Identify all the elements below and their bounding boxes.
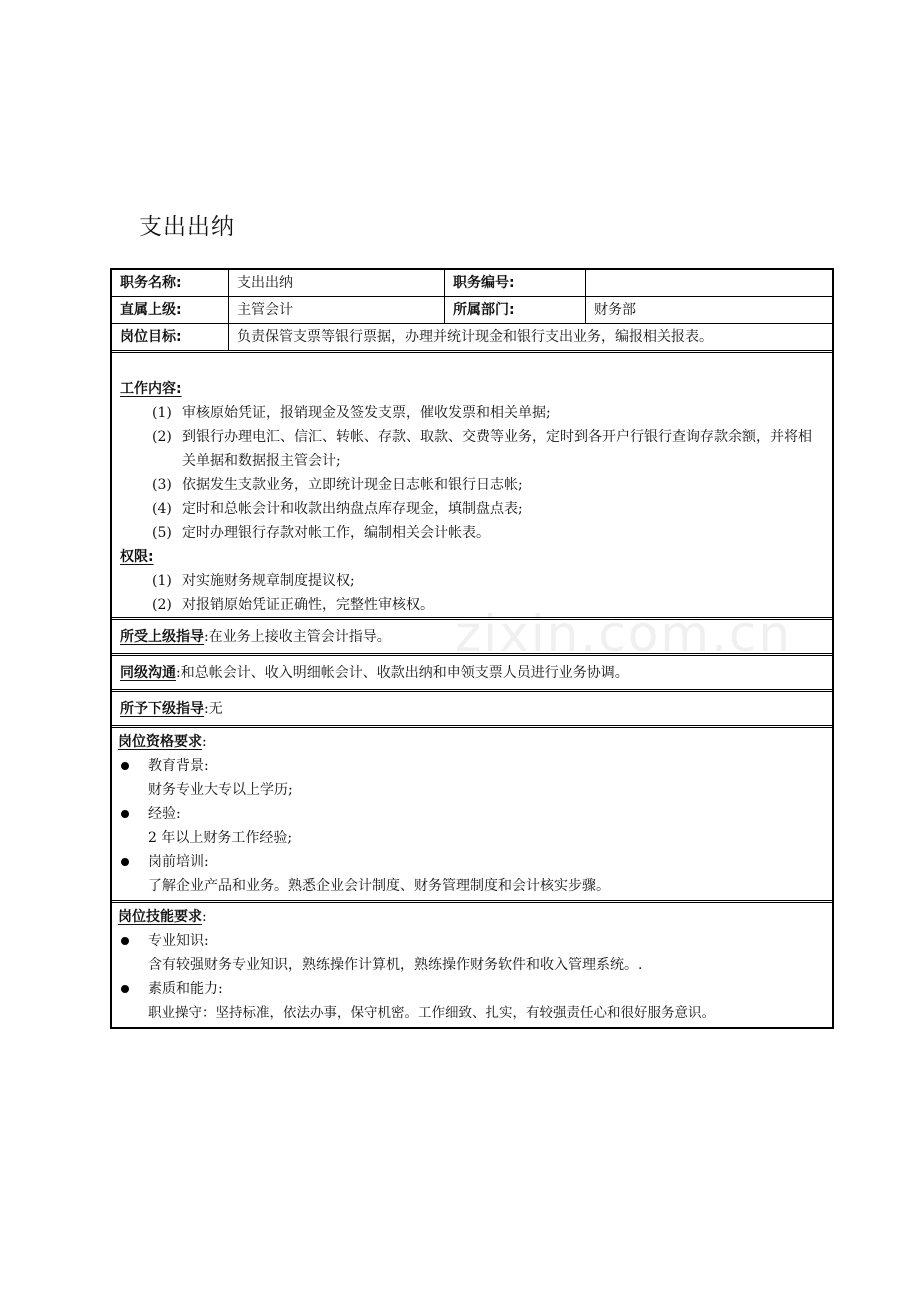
colon: : [176, 664, 181, 681]
department-value: 财务部 [594, 302, 636, 318]
authority-item [120, 569, 824, 593]
row-guidance-to-subordinate [112, 692, 832, 728]
department-label: 所属部门: [445, 297, 586, 323]
guidance-superior-cell [112, 620, 832, 653]
supervisor-label: 直属上级: [112, 297, 229, 323]
row-goal [112, 324, 832, 353]
guidance-superior-label: 所受上级指导 [120, 628, 204, 645]
work-item-num: (4) [152, 501, 172, 517]
authority-item-text: 对报销原始凭证正确性，完整性审核权。 [182, 597, 434, 613]
peer-communication-cell [112, 656, 832, 689]
goal-label: 岗位目标: [112, 324, 229, 350]
work-item-num: (2) [152, 429, 172, 445]
qualification-item-detail: 财务专业大专以上学历; [148, 782, 293, 798]
work-item [120, 401, 824, 425]
work-item-text: 到银行办理电汇、信汇、转帐、存款、取款、交费等业务，定时到各开户行银行查询存款余额，并将相关单据和数据报主管会计; [182, 429, 812, 469]
bullet-icon [118, 850, 148, 874]
row-peer-communication [112, 656, 832, 692]
work-section [112, 353, 832, 617]
row-work-content [112, 353, 832, 620]
work-item-text: 审核原始凭证，报销现金及签发支票，催收发票和相关单据; [182, 405, 551, 421]
row-qualification [112, 728, 832, 903]
qualification-item-detail: 2 年以上财务工作经验; [148, 830, 293, 846]
skills-title: 岗位技能要求 [118, 909, 202, 925]
qualification-title: 岗位资格要求 [118, 734, 202, 750]
qualification-item [118, 850, 824, 874]
skills-item [118, 929, 824, 953]
qualification-item [118, 802, 824, 826]
qualification-item-detail: 了解企业产品和业务。熟悉企业会计制度、财务管理制度和会计核实步骤。 [148, 878, 610, 894]
work-item-text: 依据发生支款业务，立即统计现金日志帐和银行日志帐; [182, 477, 523, 493]
skills-section [112, 903, 832, 1027]
colon: : [204, 700, 209, 717]
job-name-value: 支出出纳 [229, 270, 445, 296]
guidance-superior-text: 在业务上接收主管会计指导。 [208, 628, 391, 645]
qualification-item-label: 教育背景: [148, 758, 209, 774]
skills-item-label: 素质和能力: [148, 981, 223, 997]
skills-item-label: 专业知识: [148, 933, 209, 949]
colon: : [202, 909, 207, 925]
qualification-section [112, 728, 832, 900]
job-code-value [586, 270, 832, 296]
bullet-icon [118, 929, 148, 953]
work-item [120, 473, 824, 497]
authority-item-num: (1) [152, 573, 172, 589]
goal-value: 负责保管支票等银行票据，办理并统计现金和银行支出业务，编报相关报表。 [237, 329, 713, 345]
peer-communication-text: 和总帐会计、收入明细帐会计、收款出纳和申领支票人员进行业务协调。 [180, 664, 629, 681]
skills-item [118, 977, 824, 1001]
guidance-subordinate-cell [112, 692, 832, 725]
qualification-item-label: 岗前培训: [148, 854, 209, 870]
work-item-num: (5) [152, 525, 172, 541]
bullet-icon [118, 802, 148, 826]
qualification-item-label: 经验: [148, 806, 181, 822]
authority-item-num: (2) [152, 597, 172, 613]
colon: : [204, 628, 209, 645]
row-guidance-from-superior [112, 620, 832, 656]
work-title: 工作内容: [120, 381, 182, 397]
document-title: 支出出纳 [139, 214, 235, 240]
row-job-name [112, 270, 832, 297]
job-code-label: 职务编号: [445, 270, 586, 296]
work-item [120, 425, 824, 473]
colon: : [202, 734, 207, 750]
guidance-subordinate-text: 无 [208, 700, 223, 717]
work-item-num: (1) [152, 405, 172, 421]
work-item [120, 521, 824, 545]
peer-communication-label: 同级沟通 [120, 664, 176, 681]
authority-item-text: 对实施财务规章制度提议权; [182, 573, 355, 589]
supervisor-value: 主管会计 [229, 297, 445, 323]
skills-item-detail: 含有较强财务专业知识，熟练操作计算机，熟练操作财务软件和收入管理系统。. [148, 957, 643, 973]
authority-title: 权限: [120, 549, 154, 565]
job-name-label: 职务名称: [112, 270, 229, 296]
work-item-text: 定时和总帐会计和收款出纳盘点库存现金，填制盘点表; [182, 501, 523, 517]
authority-item [120, 593, 824, 617]
work-item [120, 497, 824, 521]
work-item-text: 定时办理银行存款对帐工作，编制相关会计帐表。 [182, 525, 490, 541]
job-description-table [110, 268, 834, 1029]
watermark: zixin.com.cn [455, 605, 793, 663]
qualification-item [118, 754, 824, 778]
skills-item-detail: 职业操守：坚持标准，依法办事，保守机密。工作细致、扎实，有较强责任心和很好服务意识。 [148, 1005, 715, 1021]
bullet-icon [118, 754, 148, 778]
row-skills [112, 903, 832, 1027]
guidance-subordinate-label: 所予下级指导 [120, 700, 204, 717]
bullet-icon [118, 977, 148, 1001]
row-supervisor [112, 297, 832, 324]
work-item-num: (3) [152, 477, 172, 493]
